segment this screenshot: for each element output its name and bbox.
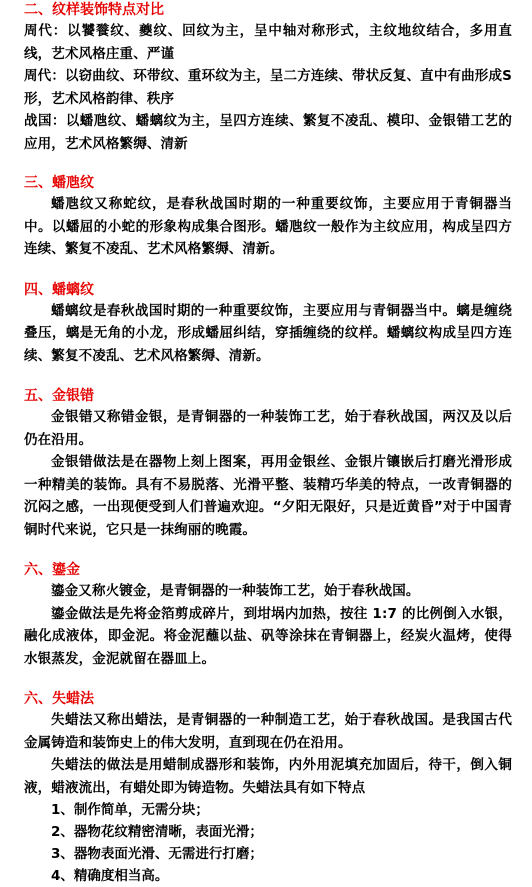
paragraph: 失蜡法的做法是用蜡制成器形和装饰，内外用泥填充加固后，待干，倒入铜液，蜡液流出，有蜡处即为铸造物。失蜡法具有如下特点 [24, 757, 512, 796]
list-item: 2、器物花纹精密清晰，表面光滑； [51, 824, 263, 840]
paragraph: 蟠螭纹是春秋战国时期的一种重要纹饰，主要应用与青铜器当中。螭是缠绕叠压，螭是无角的小龙，形成蟠屈纠结，穿插缠绕的纹样。蟠螭纹构成呈四方连续、繁复不凌乱、艺术风格繁缛、清新。 [24, 302, 512, 364]
paragraph: 战国：以蟠虺纹、蟠螭纹为主，呈四方连续、繁复不凌乱、模印、金银错工艺的应用，艺术风格繁缛、清新 [24, 113, 512, 152]
section-heading: 六、鎏金 [24, 562, 80, 578]
paragraph: 鎏金做法是先将金箔剪成碎片，到坩埚内加热，按往 1:7 的比例倒入水银，融化成液体，即金泥。将金泥蘸以盐、矾等涂抹在青铜器上，经炭火温烤，使得水银蒸发，金泥就留在器皿上。 [24, 605, 512, 667]
paragraph: 蟠虺纹又称蛇纹，是春秋战国时期的一种重要纹饰，主要应用于青铜器当中。以蟠屈的小蛇的形象构成集合图形。蟠虺纹一般作为主纹应用，构成呈四方连续、繁复不凌乱、艺术风格繁缛、清新。 [24, 196, 512, 257]
list-item: 3、器物表面光滑、无需进行打磨； [51, 846, 263, 862]
paragraph: 失蜡法又称出蜡法，是青铜器的一种制造工艺，始于春秋战国。是我国古代金属铸造和装饰史上的伟大发明，直到现在仍在沿用。 [24, 712, 512, 751]
section-heading: 五、金银错 [24, 388, 94, 404]
section-heading: 二、纹样装饰特点对比 [24, 2, 164, 18]
list-item: 1、制作简单，无需分块； [51, 802, 209, 818]
paragraph: 金银错又称错金银，是青铜器的一种装饰工艺，始于春秋战国，两汉及以后仍在沿用。 [24, 409, 512, 448]
paragraph: 周代：以饕餮纹、夔纹、回纹为主，呈中轴对称形式，主纹地纹结合，多用直线，艺术风格庄重、严谨 [24, 23, 512, 62]
section-panhui-pattern [24, 173, 512, 261]
paragraph: 周代：以窃曲纹、环带纹、重环纹为主，呈二方连续、带状反复、直中有曲形成S形，艺术风格韵律、秩序 [24, 68, 512, 107]
section-heading: 四、蟠螭纹 [24, 281, 94, 298]
section-heading: 三、蟠虺纹 [24, 175, 94, 191]
paragraph: 鎏金又称火镀金，是青铜器的一种装饰工艺，始于春秋战国。 [51, 583, 420, 599]
section-heading: 六、失蜡法 [24, 691, 94, 707]
list-item: 4、精确度相当高。 [51, 868, 169, 884]
section-pattern-comparison [24, 0, 512, 155]
section-gilding [24, 560, 512, 670]
section-gold-silver-inlay [24, 386, 512, 541]
section-lost-wax-casting [24, 689, 512, 887]
section-panchi-pattern [24, 280, 512, 368]
paragraph: 金银错做法是在器物上刻上图案，再用金银丝、金银片镶嵌后打磨光滑形成一种精美的装饰。具有不易脱落、光滑平整、装精巧华美的特点，一改青铜器的沉闷之感，一出现便受到人们普遍欢迎。“夕阳无限好，只是近黄昏”对于中国青铜时代来说，它只是一抹绚丽的晚霞。 [24, 454, 512, 538]
